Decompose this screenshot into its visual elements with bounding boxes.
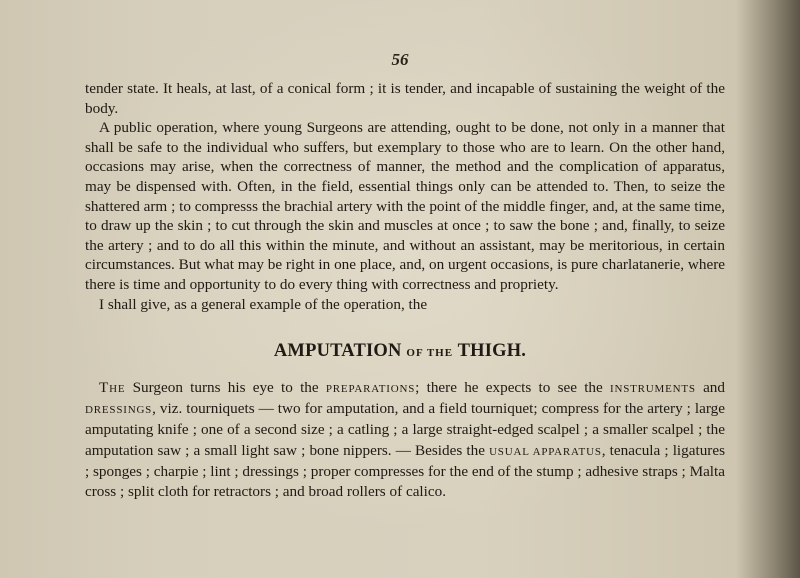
text-segment-1: Surgeon turns his eye to the	[125, 379, 326, 396]
smallcaps-preparations: PREPARATIONS	[325, 383, 416, 395]
smallcaps-instruments: INSTRUMENTS	[610, 383, 696, 395]
paragraph-public-operation: A public operation, where young Surgeons are attending, ought to be done, not only in a manner that shall be safe to the individual who suffers, but exemplary to those who are to learn. On the other hand, occasions may arise, when the correctness of manner, the method and the complication of apparatus, may be dispensed with. Often, in the field, essential things only can be attended to. Then, to seize the shattered arm ; to compresss the brachial artery with the point of the middle finger, and, at the same time, to draw up the skin ; to cut through the skin and muscles at once ; to saw the bone ; and, finally, to seize the artery ; and to do all this within the minute, and without an assistant, may be meritorious, in certain circumstances. But what may be right in one place, and, on urgent occasions, is pure charlatanerie, where there is time and opportunity to do every thing with correctness and propriety.	[85, 119, 725, 293]
lead-initial: T	[99, 379, 110, 396]
heading-amputation: AMPUTATION	[273, 341, 402, 361]
smallcaps-usual-apparatus: USUAL APPARATUS	[489, 445, 602, 458]
body-text	[85, 79, 725, 314]
text-segment-2: ; there he expects to see the	[415, 379, 611, 396]
page-number: 56	[391, 50, 409, 69]
paragraph-continuation: tender state. It heals, at last, of a conical form ; it is tender, and incapable of sustaining the weight of the body.	[85, 80, 725, 117]
paragraph-instruments	[85, 378, 725, 502]
heading-of-the: OF THE	[406, 347, 454, 359]
text-segment-3: and	[695, 379, 725, 396]
section-heading	[0, 341, 800, 362]
text-segment-5: , tenacula ; ligatures ; sponges ; charpie ; lint ; dressings ; proper compresses for the end of the stump ; adhesive straps ; Malta cross ; split cloth for retractors ; and broad rollers of calico.	[85, 441, 726, 501]
lead-rest: HE	[109, 383, 126, 395]
heading-thigh: THIGH.	[457, 341, 527, 361]
paragraph-example-intro: I shall give, as a general example of the operation, the	[99, 295, 428, 313]
smallcaps-dressings: DRESSINGS	[85, 404, 153, 417]
text-segment-4: , viz. tourniquets — two for amputation, and a field tourniquet; compress for the artery ; large amputating knife ; one of a second size ; a catling ; a large straight-edged scalpel ; a smaller scalpel ; the amputation saw ; a small light saw ; bone nippers. — Besides the	[85, 400, 725, 459]
section-body	[85, 378, 725, 502]
